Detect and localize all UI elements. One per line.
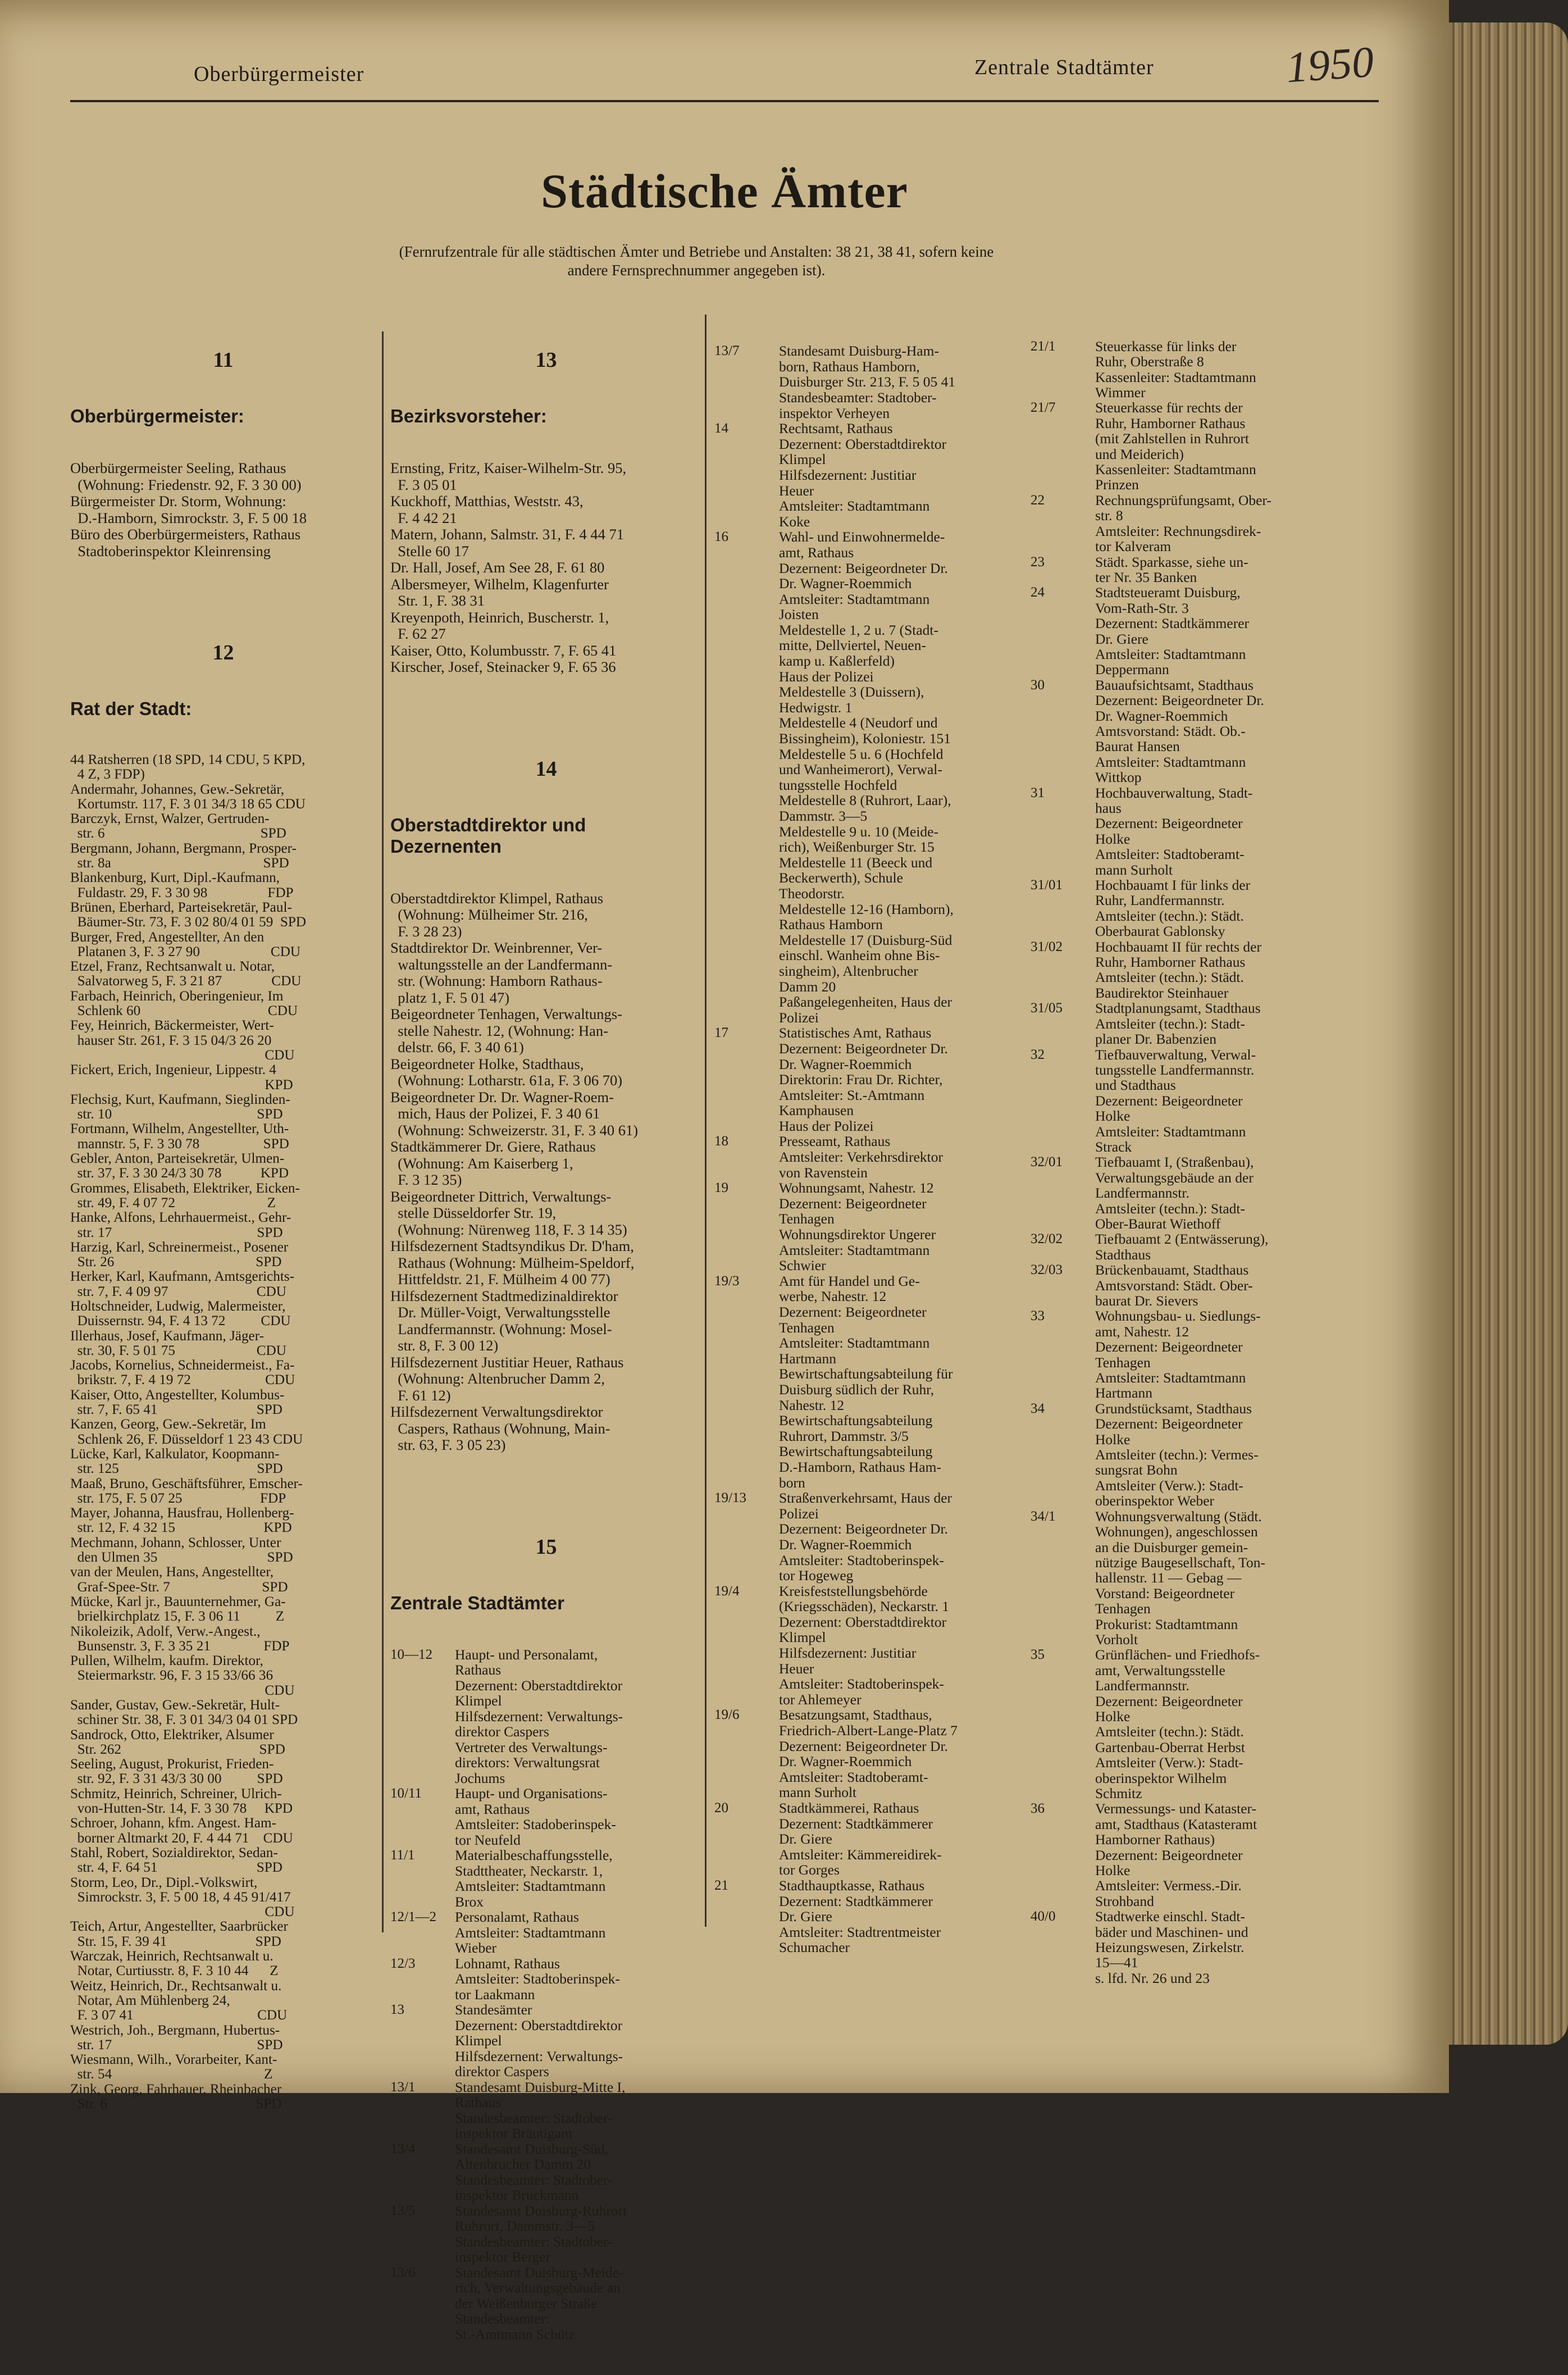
entry-code: 34 [1031,1400,1045,1416]
entry-row [390,1786,702,1848]
entry-row [390,2203,702,2265]
entry-code: 10/11 [390,1786,422,1801]
entry-code: 20 [714,1800,728,1816]
entry-code: 19/4 [714,1583,740,1599]
entry-code: 33 [1031,1308,1045,1324]
entry-code: 31/01 [1031,877,1063,893]
column-divider [705,315,706,1927]
entry-code: 12/1—2 [390,1909,436,1924]
header-rule [70,100,1379,102]
entry-text: Amt für Handel und Ge- werbe, Nahestr. 12 Dezernent: Beigeordneter Tenhagen Amtsleiter: Stadtamtmann Hartmann Bewirtschaftungsabteilung für Duisburg südlich der Ruhr, Nahestr. 12 Bewirtschaftungsabteilung Ruhrort, Dammstr. 3/5 Bewirtschaftungsabteilung D.-Hamborn, Rathaus Ham- born [779,1272,953,1491]
entry-text: Haupt- und Personalamt, Rathaus Dezernent: Oberstadtdirektor Klimpel Hilfsdezernent: Verwaltungs- direktor Caspers Vertreter des Verwaltungs- direktors: Verwaltungsrat Jochums [455,1646,623,1786]
entry-text: Presseamt, Rathaus Amtsleiter: Verkehrsdirektor von Ravenstein [779,1133,943,1181]
entry-code: 19/3 [714,1273,740,1289]
phone-note: (Fernrufzentrale für alle städtischen Ämter und Betriebe und Anstalten: 38 21, 38 41, sofern keine andere Fernsprechnummer angegeben ist). [399,243,994,279]
section-heading: Bezirksvorsteher: [390,406,547,426]
entry-text: Standesamt Duisburg-Ham- born, Rathaus Hamborn, Duisburger Str. 213, F. 5 05 41 Standesbeamter: Stadtober- inspektor Verheyen [779,343,956,421]
section-text: Oberstadtdirektor Klimpel, Rathaus (Wohnung: Mülheimer Str. 216, F. 3 28 23) Stadtdirektor Dr. Weinbrenner, Ver- waltungsstelle an der Landfermann- str. (Wohnung: Hamborn Rathaus- platz 1, F. 5 01 47) Beigeordneter Tenhagen, Verwaltungs- stelle Nahestr. 12, (Wohnung: Han- delstr. 66, F. 3 40 61) Beigeordneter Holke, Stadthaus, (Wohnung: Lotharstr. 61a, F. 3 06 70) Beigeordneter Dr. Dr. Wagner-Roem- mich, Haus der Polizei, F. 3 40 61 (Wohnung: Schweizerstr. 31, F. 3 40 61) Stadtkämmerer Dr. Giere, Rathaus (Wohnung: Am Kaiserberg 1, F. 3 12 35) Beigeordneter Dittrich, Verwaltungs- stelle Düsseldorfer Str. 19, (Wohnung: Nürenweg 118, F. 3 14 35) Hilfsdezernent Stadtsyndikus Dr. D'ham, Rathaus (Wohnung: Mülheim-Speldorf, Hittfeldstr. 21, F. Mülheim 4 00 77) Hilfsdezernent Stadtmedizinaldirektor Dr. Müller-Voigt, Verwaltungsstelle Landfermannstr. (Wohnung: Mosel- str. 8, F. 3 00 12) Hilfsdezernent Justitiar Heuer, Rathaus (Wohnung: Altenbrucher Damm 2, F. 61 12) Hilfsdezernent Verwaltungsdirektor Caspers, Rathaus (Wohnung, Main- str. 63, F. 3 05 23) [390,889,639,1453]
section-text: Oberbürgermeister Seeling, Rathaus (Wohnung: Friedenstr. 92, F. 3 30 00) Bürgermeister Dr. Storm, Wohnung: D.-Hamborn, Simrockstr. 3, F. 5 00 18 Büro des Oberbürgermeisters, Rathaus Stadtoberinspektor Kleinrensing [70,459,307,559]
entry-code: 19/6 [714,1707,740,1723]
entry-text: Standesamt Duisburg-Ruhrort Ruhrort, Dammstr. 3—5 Standesbeamter: Stadtober- inspektor Berger [455,2202,627,2265]
entry-code: 21/1 [1031,338,1056,354]
entry-code: 13 [390,2002,404,2017]
page-edge [1449,22,1568,2045]
entry-text: Stadtsteueramt Duisburg, Vom-Rath-Str. 3 Dezernent: Stadtkämmerer Dr. Giere Amtsleiter: Stadtamtmann Deppermann [1095,584,1250,678]
entry-text: Straßenverkehrsamt, Haus der Polizei Dezernent: Beigeordneter Dr. Dr. Wagner-Roemmich Amtsleiter: Stadtoberinspek- tor Hogeweg [779,1490,952,1584]
entry-list [390,1647,702,2342]
entry-text: Rechnungsprüfungsamt, Ober- str. 8 Amtsleiter: Rechnungsdirek- tor Kalveram [1095,492,1271,555]
entry-text: Standesamt Duisburg-Süd, Altenbrucher Damm 20 Standesbeamter: Stadtober- inspektor Bruckmann [455,2140,613,2203]
entry-row [390,1909,702,1956]
entry-row [1031,1000,1334,1047]
running-header-right: Zentrale Stadtämter [974,56,1154,79]
entry-row [1031,1401,1334,1509]
entry-code: 40/0 [1031,1909,1056,1924]
running-header-left: Oberbürgermeister [194,62,364,86]
entry-code: 13/6 [390,2264,416,2280]
entry-row [1031,585,1334,677]
entry-code: 23 [1031,554,1045,570]
entry-code: 13/5 [390,2203,416,2218]
entry-code: 11/1 [390,1848,415,1863]
entry-row [1031,1154,1334,1231]
entry-row [1031,785,1334,877]
entry-text: Wohnungsverwaltung (Städt. Wohnungen), angeschlossen an die Duisburger gemein- nützige Baugesellschaft, Ton- hallenstr. 11 — Gebag — Vorstand: Beigeordneter Tenhagen Prokurist: Stadtamtmann Vorholt [1095,1508,1265,1648]
entry-text: Stadthauptkasse, Rathaus Dezernent: Stadtkämmerer Dr. Giere Amtsleiter: Stadtrentmeister Schumacher [779,1877,941,1956]
entry-row [390,2265,702,2342]
entry-code: 36 [1031,1801,1045,1817]
entry-text: Städt. Sparkasse, siehe un- ter Nr. 35 Banken [1095,553,1248,585]
entry-code: 13/1 [390,2079,416,2095]
entry-text: Rechtsamt, Rathaus Dezernent: Oberstadtdirektor Klimpel Hilfsdezernent: Justitiar Heuer Amtsleiter: Stadtamtmann Koke [779,420,947,530]
entry-text: Kreisfeststellungsbehörde (Kriegsschäden), Neckarstr. 1 Dezernent: Oberstadtdirektor Klimpel Hilfsdezernent: Justitiar Heuer Amtsleiter: Stadtoberinspek- tor Ahlemeyer [779,1582,950,1708]
entry-code: 19 [714,1180,728,1196]
entry-code: 32/02 [1031,1231,1063,1247]
entry-code: 31/05 [1031,1000,1063,1016]
entry-text: Bauaufsichtsamt, Stadthaus Dezernent: Beigeordneter Dr. Dr. Wagner-Roemmich Amtsvorstand: Städt. Ob.- Baurat Hansen Amtsleiter: Stadtamtmann Wittkop [1095,676,1264,786]
section-text: Ernsting, Fritz, Kaiser-Wilhelm-Str. 95, F. 3 05 01 Kuckhoff, Matthias, Weststr. 43, F. 4 42 21 Matern, Johann, Salmstr. 31, F. 4 44 71 Stelle 60 17 Dr. Hall, Josef, Am See 28, F. 61 80 Albersmeyer, Wilhelm, Klagenfurter Str. 1, F. 38 31 Kreyenpoth, Heinrich, Buscherstr. 1, F. 62 27 Kaiser, Otto, Kolumbusstr. 7, F. 65 41 Kirscher, Josef, Steinacker 9, F. 65 36 [390,459,627,675]
entry-row [714,1180,1018,1273]
entry-row [714,1273,1018,1490]
entry-code: 21 [714,1877,728,1893]
entry-text: Stadtplanungsamt, Stadthaus Amtsleiter (techn.): Stadt- planer Dr. Babenzien [1095,1000,1261,1048]
entry-text: Hochbauverwaltung, Stadt- haus Dezernent: Beigeordneter Holke Amtsleiter: Stadtoberamt- mann Surholt [1095,784,1253,878]
entry-row [1031,1231,1334,1262]
entry-code: 32 [1031,1047,1045,1062]
entry-code: 18 [714,1134,728,1149]
entry-row [1031,1509,1334,1648]
entry-row [1031,339,1334,401]
entry-text: Standesämter Dezernent: Oberstadtdirektor Klimpel Hilfsdezernent: Verwaltungs- direktor Caspers [455,2001,623,2080]
entry-code: 13/4 [390,2141,416,2156]
entry-code: 19/13 [714,1490,746,1506]
entry-text: Steuerkasse für links der Ruhr, Oberstraße 8 Kassenleiter: Stadtamtmann Wimmer [1095,338,1256,401]
entry-list [714,343,1018,1955]
entry-row [1031,1909,1334,1986]
page-title: Städtische Ämter [541,164,908,218]
section-heading: Oberbürgermeister: [70,406,244,426]
entry-code: 22 [1031,492,1045,508]
entry-text: Materialbeschaffungsstelle, Stadttheater, Neckarstr. 1, Amtsleiter: Stadtamtmann Brox [455,1847,613,1910]
entry-row [714,529,1018,1025]
entry-row [1031,677,1334,785]
entry-code: 30 [1031,677,1045,693]
entry-row [714,1584,1018,1708]
entry-row [1031,877,1334,939]
section-heading: Oberstadtdirektor und Dezernenten [390,814,586,857]
section-number: 12 [212,641,234,665]
entry-text: Wahl- und Einwohnermelde- amt, Rathaus Dezernent: Beigeordneter Dr. Dr. Wagner-Roemmich Amtsleiter: Stadtamtmann Joisten Meldestelle 1, 2 u. 7 (Stadt- mitte, Dellviertel, Neuen- kamp u. Kaßlerfeld) Haus der Polizei Meldestelle 3 (Duissern), Hedwigstr. 1 Meldestelle 4 (Neudorf und Bissingheim), Koloniestr. 151 Meldestelle 5 u. 6 (Hochfeld und Wanheimerort), Verwal- tungsstelle Hochfeld Meldestelle 8 (Ruhrort, Laar), Dammstr. 3—5 Meldestelle 9 u. 10 (Meide- rich), Weißenburger Str. 15 Meldestelle 11 (Beeck und Beckerwerth), Schule Theodorstr. Meldestelle 12-16 (Hamborn), Rathaus Hamborn Meldestelle 17 (Duisburg-Süd einschl. Wanheim ohne Bis- singheim), Altenbrucher Damm 20 Paßangelegenheiten, Haus der Polizei [779,529,954,1026]
entry-code: 12/3 [390,1955,416,1971]
handwritten-year: 1950 [1284,37,1375,92]
entry-code: 35 [1031,1647,1045,1663]
column-1 [70,315,376,2145]
entry-row [390,1647,702,1786]
entry-row [390,2141,702,2203]
entry-text: Standesamt Duisburg-Meide- rich, Verwaltungsgebäude an der Weißenburger Straße Standesbeamter: St.-Amtmann Schütz [455,2264,624,2342]
entry-code: 17 [714,1025,728,1041]
column-2 [390,315,702,2375]
entry-row [390,1848,702,1909]
entry-row [714,343,1018,421]
entry-list [1031,339,1334,1986]
entry-text: Grünflächen- und Friedhofs- amt, Verwaltungsstelle Landfermannstr. Dezernent: Beigeordneter Holke Amtsleiter (techn.): Städt. Gartenbau-Oberrat Herbst Amtsleiter (Verw.): Stadt- oberinspektor Wilhelm Schmitz [1095,1646,1260,1801]
entry-row [1031,1262,1334,1308]
entry-text: Tiefbauamt I, (Straßenbau), Verwaltungsgebäude an der Landfermannstr. Amtsleiter (techn.): Stadt- Ober-Baurat Wiethoff [1095,1154,1254,1232]
entry-code: 13/7 [714,343,740,359]
entry-text: Wohnungsbau- u. Siedlungs- amt, Nahestr. 12 Dezernent: Beigeordneter Tenhagen Amtsleiter: Stadtamtmann Hartmann [1095,1308,1261,1402]
entry-row [1031,939,1334,1001]
section-heading: Rat der Stadt: [70,698,192,719]
entry-text: Hochbauamt I für links der Ruhr, Landfermannstr. Amtsleiter (techn.): Städt. Oberbaurat Gablonsky [1095,877,1251,940]
entry-code: 14 [714,421,728,436]
entry-code: 21/7 [1031,400,1056,416]
entry-code: 32/03 [1031,1262,1063,1278]
section-number: 14 [535,757,557,781]
entry-row [714,1707,1018,1800]
column-divider [382,331,384,1932]
entry-row [1031,1308,1334,1400]
entry-text: Vermessungs- und Kataster- amt, Stadthaus (Katasteramt Hamborner Rathaus) Dezernent: Beigeordneter Holke Amtsleiter: Vermess.-Dir. Strohband [1095,1800,1257,1909]
entry-text: Standesamt Duisburg-Mitte I, Rathaus Standesbeamter: Stadtober- inspektor Bräutigam [455,2078,626,2141]
entry-row [714,1878,1018,1955]
entry-code: 10—12 [390,1646,432,1662]
entry-text: Brückenbauamt, Stadthaus Amtsvorstand: Städt. Ober- baurat Dr. Sievers [1095,1262,1253,1309]
entry-row [714,1025,1018,1134]
entry-row [1031,493,1334,554]
entry-text: Stadtkämmerei, Rathaus Dezernent: Stadtkämmerer Dr. Giere Amtsleiter: Kämmereidirek- tor Gorges [779,1800,942,1878]
section-heading: Zentrale Stadtämter [390,1592,564,1613]
entry-row [1031,1647,1334,1801]
entry-row [1031,400,1334,492]
section-number: 15 [535,1535,557,1559]
entry-text: Tiefbauamt 2 (Entwässerung), Stadthaus [1095,1231,1269,1263]
entry-row [390,1956,702,2003]
column-4 [1031,308,1334,2017]
entry-row [714,1800,1018,1878]
entry-row [390,2080,702,2141]
entry-row [714,1134,1018,1180]
entry-text: Haupt- und Organisations- amt, Rathaus Amtsleiter: Stadoberinspek- tor Neufeld [455,1785,616,1848]
section-number: 13 [535,348,557,372]
entry-row [714,421,1018,529]
entry-code: 16 [714,529,728,545]
entry-row [1031,1801,1334,1909]
entry-code: 32/01 [1031,1154,1063,1170]
entry-row [714,1490,1018,1584]
entry-text: Grundstücksamt, Stadthaus Dezernent: Beigeordneter Holke Amtsleiter (techn.): Vermes- sungsrat Bohn Amtsleiter (Verw.): Stadt- oberinspektor Weber [1095,1400,1259,1509]
section-number: 11 [213,348,234,372]
entry-row [1031,554,1334,585]
entry-text: Stadtwerke einschl. Stadt- bäder und Maschinen- und Heizungswesen, Zirkelstr. 15—41 s. lfd. Nr. 26 und 23 [1095,1908,1248,1986]
entry-row [390,2002,702,2080]
column-3 [714,312,1018,1986]
entry-text: Lohnamt, Rathaus Amtsleiter: Stadtoberinspek- tor Laakmann [455,1955,620,2003]
entry-code: 24 [1031,585,1045,600]
entry-row [1031,1047,1334,1155]
entry-text: Personalamt, Rathaus Amtsleiter: Stadtamtmann Wieber [455,1909,606,1956]
entry-text: Hochbauamt II für rechts der Ruhr, Hamborner Rathaus Amtsleiter (techn.): Städt. Baudirektor Steinhauer [1095,938,1261,1001]
entry-text: Besatzungsamt, Stadthaus, Friedrich-Albert-Lange-Platz 7 Dezernent: Beigeordneter Dr. Dr. Wagner-Roemmich Amtsleiter: Stadtoberamt- mann Surholt [779,1707,958,1801]
entry-text: Wohnungsamt, Nahestr. 12 Dezernent: Beigeordneter Tenhagen Wohnungsdirektor Ungerer Amtsleiter: Stadtamtmann Schwier [779,1180,936,1274]
entry-text: Tiefbauverwaltung, Verwal- tungsstelle Landfermannstr. und Stadthaus Dezernent: Beigeordneter Holke Amtsleiter: Stadtamtmann Strack [1095,1046,1256,1155]
entry-text: Statistisches Amt, Rathaus Dezernent: Beigeordneter Dr. Dr. Wagner-Roemmich Direktorin: Frau Dr. Richter, Amtsleiter: St.-Amtmann Kamphausen Haus der Polizei [779,1025,948,1134]
entry-code: 31/02 [1031,939,1063,954]
section-text: 44 Ratsherren (18 SPD, 14 CDU, 5 KPD, 4 Z, 3 FDP) Andermahr, Johannes, Gew.-Sekretär, Kortumstr. 117, F. 3 01 34/3 18 65 CDU Barczyk, Ernst, Walzer, Gertruden- str. 6 SPD Bergmann, Johann, Bergmann, Prosper- str. 8a SPD Blankenburg, Kurt, Dipl.-Kaufmann, Fuldastr. 29, F. 3 30 98 FDP Brünen, Eberhard, Parteisekretär, Paul- Bäumer-Str. 73, F. 3 02 80/4 01 59 SPD Burger, Fred, Angestellter, An den Platanen 3, F. 3 27 90 CDU Etzel, Franz, Rechtsanwalt u. Notar, Salvatorweg 5, F. 3 21 87 CDU Farbach, Heinrich, Oberingenieur, Im Schlenk 60 CDU Fey, Heinrich, Bäckermeister, Wert- hauser Str. 261, F. 3 15 04/3 26 20 CDU Fickert, Erich, Ingenieur, Lippestr. 4 KPD Flechsig, Kurt, Kaufmann, Sieglinden- str. 10 SPD Fortmann, Wilhelm, Angestellter, Uth- mannstr. 5, F. 3 30 78 SPD Gebler, Anton, Parteisekretär, Ulmen- str. 37, F. 3 30 24/3 30 78 KPD Grommes, Elisabeth, Elektriker, Eicken- str. 49, F. 4 07 72 Z Hanke, Alfons, Lehrhauermeist., Gehr- str. 17 SPD Harzig, Karl, Schreinermeist., Posener Str. 26 SPD Herker, Karl, Kaufmann, Amtsgerichts- str. 7, F. 4 09 97 CDU Holtschneider, Ludwig, Malermeister, Duissernstr. 94, F. 4 13 72 CDU Illerhaus, Josef, Kaufmann, Jäger- str. 30, F. 5 01 75 CDU Jacobs, Kornelius, Schneidermeist., Fa- brikstr. 7, F. 4 19 72 CDU Kaiser, Otto, Angestellter, Kolumbus- str. 7, F. 65 41 SPD Kanzen, Georg, Gew.-Sekretär, Im Schlenk 26, F. Düsseldorf 1 23 43 CDU Lücke, Karl, Kalkulator, Koopmann- str. 125 SPD Maaß, Bruno, Geschäftsführer, Emscher- str. 175, F. 5 07 25 FDP Mayer, Johanna, Hausfrau, Hollenberg- str. 12, F. 4 32 15 KPD Mechmann, Johann, Schlosser, Unter den Ulmen 35 SPD van der Meulen, Hans, Angestellter, Graf-Spee-Str. 7 SPD Mücke, Karl jr., Bauunternehmer, Ga- brielkirchplatz 15, F. 3 06 11 Z Nikoleizik, Adolf, Verw.-Angest., Bunsenstr. 3, F. 3 35 21 FDP Pullen, Wilhelm, kaufm. Direktor, Steiermarkstr. 96, F. 3 15 33/66 36 CDU Sander, Gustav, Gew.-Sekretär, Hult- schiner Str. 38, F. 3 01 34/3 04 01 SPD Sandrock, Otto, Elektriker, Alsumer Str. 262 SPD Seeling, August, Prokurist, Frieden- str. 92, F. 3 31 43/3 30 00 SPD Schmitz, Heinrich, Schreiner, Ulrich- von-Hutten-Str. 14, F. 3 30 78 KPD Schroer, Johann, kfm. Angest. Ham- borner Altmarkt 20, F. 4 44 71 CDU Stahl, Robert, Sozialdirektor, Sedan- str. 4, F. 64 51 SPD Storm, Leo, Dr., Dipl.-Volkswirt, Simrockstr. 3, F. 5 00 18, 4 45 91/417 CDU Teich, Artur, Angestellter, Saarbrücker Str. 15, F. 39 41 SPD Warczak, Heinrich, Rechtsanwalt u. Notar, Curtiusstr. 8, F. 3 10 44 Z Weitz, Heinrich, Dr., Rechtsanwalt u. Notar, Am Mühlenberg 24, F. 3 07 41 CDU Westrich, Joh., Bergmann, Hubertus- str. 17 SPD Wiesmann, Wilh., Vorarbeiter, Kant- str. 54 Z Zink, Georg, Fahrhauer, Rheinbacher Str. 6 SPD [70,752,307,2112]
entry-code: 34/1 [1031,1508,1056,1524]
entry-text: Steuerkasse für rechts der Ruhr, Hamborner Rathaus (mit Zahlstellen in Ruhrort und Meiderich) Kassenleiter: Stadtamtmann Prinzen [1095,399,1256,493]
entry-code: 31 [1031,785,1045,800]
